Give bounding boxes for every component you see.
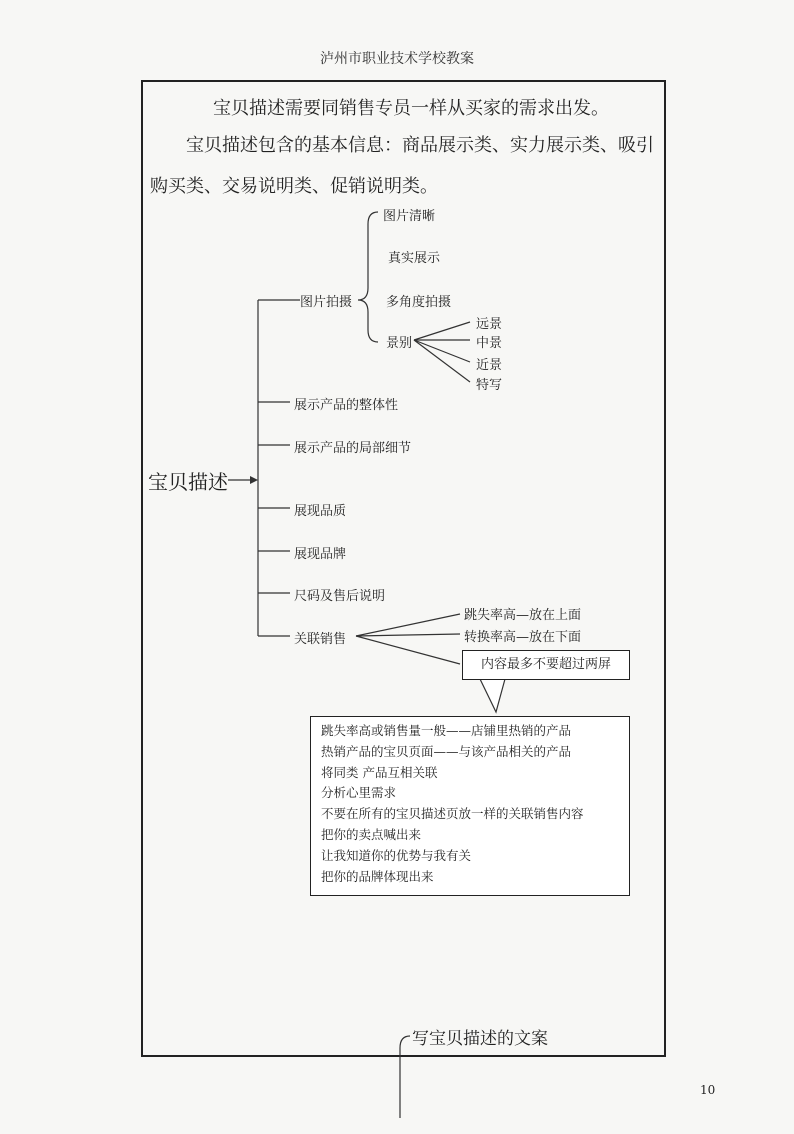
branch-4-label: 展现品牌	[294, 547, 347, 562]
related-line-2	[356, 634, 460, 636]
scene-item-1: 远景	[476, 317, 503, 332]
callout-pointer	[480, 679, 505, 712]
root-arrow-head	[250, 476, 258, 484]
intro-line-1: 宝贝描述需要同销售专员一样从买家的需求出发。	[213, 98, 609, 119]
scene-line-3	[414, 340, 470, 362]
photo-item-1: 图片清晰	[383, 209, 436, 224]
note-line-5: 不要在所有的宝贝描述页放一样的关联销售内容	[321, 806, 584, 822]
footer-section-title: 写宝贝描述的文案	[412, 1029, 548, 1049]
note-line-6: 把你的卖点喊出来	[321, 826, 422, 842]
scene-item-3: 近景	[476, 358, 503, 373]
intro-line-2: 宝贝描述包含的基本信息：商品展示类、实力展示类、吸引	[186, 135, 654, 156]
related-notes-box	[310, 716, 630, 896]
note-line-7: 让我知道你的优势与我有关	[321, 847, 472, 863]
photo-label: 图片拍摄	[300, 295, 353, 310]
page-number: 10	[700, 1083, 716, 1097]
root-label: 宝贝描述	[148, 470, 228, 494]
related-line-1	[356, 614, 460, 636]
branch-1-label: 展示产品的整体性	[294, 398, 399, 413]
related-line-3	[356, 636, 460, 664]
related-tip-box: 内容最多不要超过两屏	[462, 650, 630, 680]
related-item-1: 跳失率高—放在上面	[464, 608, 582, 623]
page-header: 泸州市职业技术学校教案	[320, 51, 474, 67]
scene-line-1	[414, 322, 470, 340]
note-line-1: 跳失率高或销售量一般——店铺里热销的产品	[321, 723, 572, 738]
photo-brace	[358, 212, 378, 342]
scene-label: 景别	[386, 336, 413, 351]
scene-item-2: 中景	[476, 336, 503, 351]
footer-brace	[400, 1036, 410, 1118]
branch-5-label: 尺码及售后说明	[294, 589, 386, 604]
scene-item-4: 特写	[476, 378, 503, 393]
note-line-4: 分析心里需求	[321, 785, 397, 801]
photo-item-2: 真实展示	[388, 251, 441, 266]
branch-3-label: 展现品质	[294, 504, 347, 519]
note-line-3: 将同类 产品互相关联	[321, 764, 438, 780]
branch-2-label: 展示产品的局部细节	[294, 441, 412, 456]
scene-line-4	[414, 340, 470, 382]
related-item-2: 转换率高—放在下面	[464, 630, 582, 645]
intro-line-3: 购买类、交易说明类、促销说明类。	[150, 176, 438, 197]
related-label: 关联销售	[294, 632, 347, 647]
note-line-2: 热销产品的宝贝页面——与该产品相关的产品	[321, 743, 572, 759]
note-line-8: 把你的品牌体现出来	[321, 868, 434, 884]
photo-item-3: 多角度拍摄	[386, 295, 452, 310]
